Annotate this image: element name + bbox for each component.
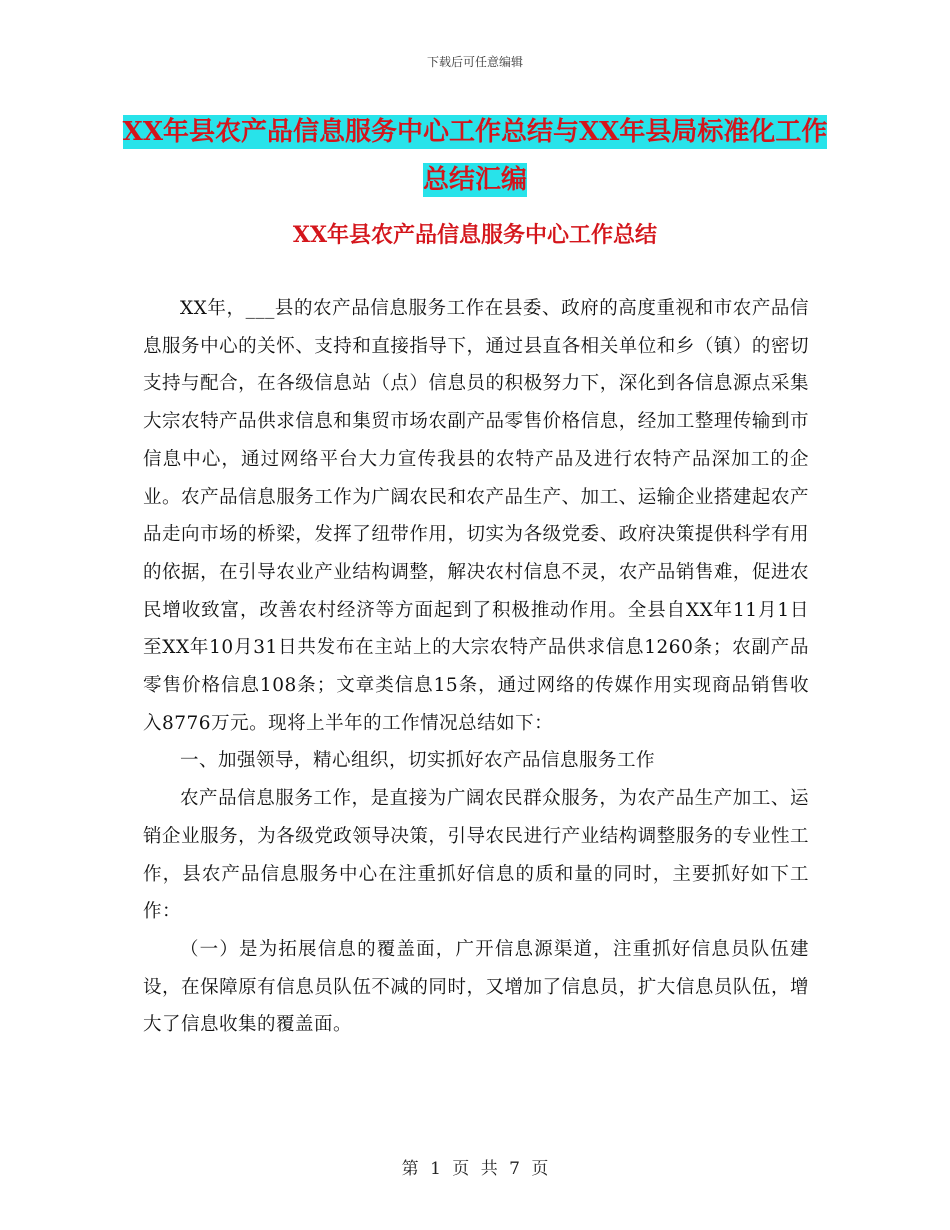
document-title — [120, 108, 830, 204]
document-title-text: XX年县农产品信息服务中心工作总结与XX年县局标准化工作总结汇编 — [122, 117, 828, 195]
document-body — [143, 290, 809, 1044]
body-paragraph: XX年，___县的农产品信息服务工作在县委、政府的高度重视和市农产品信息服务中心的关怀、支持和直接指导下，通过县直各相关单位和乡（镇）的密切支持与配合，在各级信息站（点）信息员的积极努力下，深化到各信息源点采集大宗农特产品供求信息和集贸市场农副产品零售价格信息，经加工整理传输到市信息中心，通过网络平台大力宣传我县的农特产品及进行农特产品深加工的企业。农产品信息服务工作为广阔农民和农产品生产、加工、运输企业搭建起农产品走向市场的桥梁，发挥了纽带作用，切实为各级党委、政府决策提供科学有用的依据，在引导农业产业结构调整，解决农村信息不灵，农产品销售难，促进农民增收致富，改善农村经济等方面起到了积极推动作用。全县自XX年11月1日至XX年10月31日共发布在主站上的大宗农特产品供求信息1260条；农副产品零售价格信息108条；文章类信息15条，通过网络的传媒作用实现商品销售收入8776万元。现将上半年的工作情况总结如下： — [143, 298, 809, 734]
section-title: XX年县农产品信息服务中心工作总结 — [292, 222, 658, 248]
body-paragraph: （一）是为拓展信息的覆盖面，广开信息源渠道，注重抓好信息员队伍建设，在保障原有信息员队伍不减的同时，又增加了信息员，扩大信息员队伍，增大了信息收集的覆盖面。 — [143, 938, 809, 1036]
body-paragraph: 一、加强领导，精心组织，切实抓好农产品信息服务工作 — [180, 750, 656, 772]
page-number-footer: 第 1 页 共 7 页 — [401, 1159, 549, 1179]
body-paragraph: 农产品信息服务工作，是直接为广阔农民群众服务，为农产品生产加工、运销企业服务，为各级党政领导决策，引导农民进行产业结构调整服务的专业性工作，县农产品信息服务中心在注重抓好信息的质和量的同时，主要抓好如下工作： — [143, 788, 809, 923]
header-note: 下载后可任意编辑 — [426, 55, 523, 69]
